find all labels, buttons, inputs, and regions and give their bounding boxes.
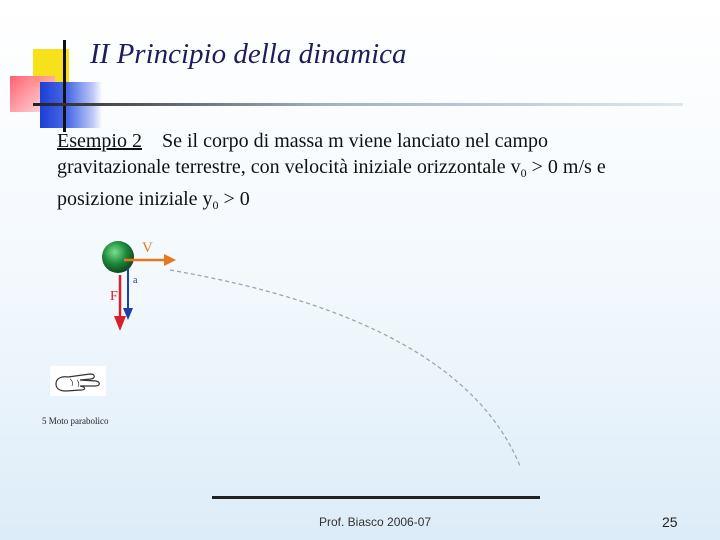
ball-icon (102, 241, 134, 273)
footer-divider (212, 496, 540, 499)
y-subscript: 0 (212, 198, 219, 212)
footer-author: Prof. Biasco 2006-07 (319, 515, 432, 529)
diagram-caption: 5 Moto parabolico (42, 416, 109, 426)
slide-title: II Principio della dinamica (90, 38, 407, 70)
label-force: F (110, 289, 118, 304)
body-line-3-text: posizione iniziale y (57, 188, 213, 210)
force-arrowhead (114, 316, 126, 331)
body-line-1-text: Se il corpo di massa m viene lanciato nel campo (162, 130, 548, 152)
body-line-2-tail: > 0 m/s e (526, 156, 606, 178)
velocity-arrowhead (164, 254, 176, 266)
body-line-2-text: gravitazionale terrestre, con velocità iniziale orizzontale v (57, 156, 521, 178)
trajectory-curve (170, 270, 520, 466)
label-velocity: V (142, 240, 153, 256)
label-acceleration: a (133, 275, 138, 286)
v-subscript: 0 (520, 166, 527, 180)
body-line-3-tail: > 0 (218, 188, 250, 210)
page-number: 25 (662, 514, 678, 530)
example-label: Esempio 2 (57, 130, 142, 152)
hand-pointer-icon (50, 366, 106, 396)
hand-pointer-button[interactable] (50, 366, 106, 396)
